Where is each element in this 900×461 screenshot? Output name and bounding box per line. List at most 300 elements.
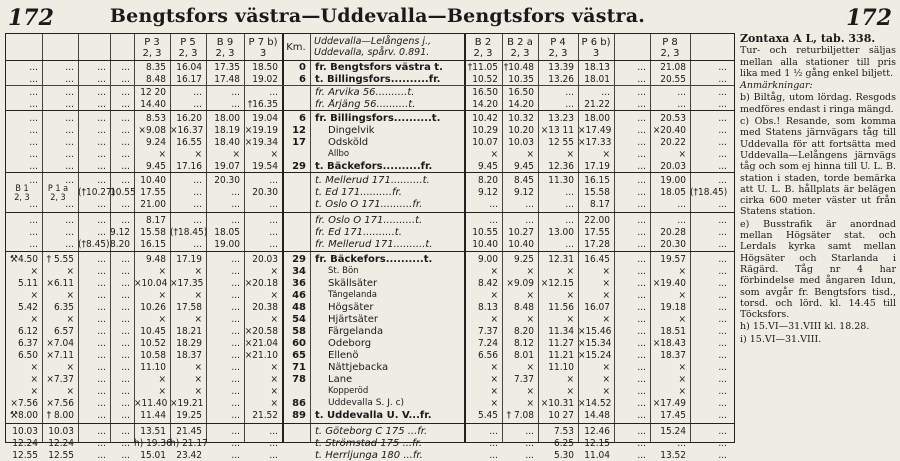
time-cell: ...	[121, 314, 130, 325]
time-cell: ...	[637, 187, 646, 198]
time-cell: ×	[270, 290, 278, 301]
time-cell: 17.55	[584, 227, 610, 238]
time-cell: ...	[637, 199, 646, 210]
time-cell: ...	[637, 338, 646, 349]
time-cell: ...	[121, 254, 130, 265]
time-cell: ...	[637, 362, 646, 373]
time-cell: ...	[121, 362, 130, 373]
time-cell: 10.32	[508, 113, 534, 124]
time-cell: ...	[718, 161, 727, 172]
time-cell: ...	[637, 161, 646, 172]
time-cell: ...	[565, 187, 574, 198]
time-cell: ...	[637, 438, 646, 449]
time-cell: ×14.52	[578, 398, 612, 409]
time-cell: ...	[718, 149, 727, 160]
time-cell: ×	[490, 398, 498, 409]
km-cell: 54	[292, 314, 306, 325]
time-cell: 20.30	[214, 175, 240, 186]
column-head-p4: P 4 2, 3	[548, 37, 568, 59]
page-number-left: 172	[8, 5, 54, 31]
time-cell: ...	[97, 254, 106, 265]
time-cell: 19.18	[660, 302, 686, 313]
section-rule	[6, 110, 734, 111]
time-cell: ...	[193, 99, 202, 110]
time-cell: 21.08	[660, 62, 686, 73]
time-cell: ...	[269, 438, 278, 449]
time-cell: ...	[97, 74, 106, 85]
time-cell: 6.35	[53, 302, 74, 313]
time-cell: ×	[66, 386, 74, 397]
time-cell: ...	[489, 450, 498, 461]
time-cell: ×17.49	[652, 398, 686, 409]
section-rule	[6, 172, 734, 173]
time-cell: ×	[490, 362, 498, 373]
time-cell: ...	[718, 137, 727, 148]
time-cell: ...	[269, 227, 278, 238]
time-cell: 12 20	[140, 87, 166, 98]
time-cell: ...	[565, 199, 574, 210]
time-cell: 10.40	[472, 239, 498, 250]
column-head-km: Km.	[286, 42, 306, 53]
time-cell: 20.38	[252, 302, 278, 313]
time-cell: 5.11	[17, 278, 38, 289]
time-cell: 8.53	[145, 113, 166, 124]
time-cell: 9.12	[110, 227, 131, 238]
time-cell: 16.15	[140, 239, 166, 250]
time-cell: 19.00	[660, 175, 686, 186]
time-cell: ...	[97, 438, 106, 449]
time-cell: ...	[97, 137, 106, 148]
time-cell: ...	[637, 374, 646, 385]
time-cell: 21.45	[176, 426, 202, 437]
time-cell: ...	[65, 227, 74, 238]
time-cell: 11.27	[548, 338, 574, 349]
time-cell: ×	[678, 266, 686, 277]
time-cell: ...	[637, 125, 646, 136]
time-cell: 17.19	[584, 161, 610, 172]
time-cell: ×21.04	[244, 338, 278, 349]
station-name: t. Billingsfors..........fr.	[315, 74, 441, 85]
station-name: t. Herrljunga 180 ...fr.	[315, 450, 423, 461]
time-cell: 21.52	[252, 410, 278, 421]
time-cell: ...	[231, 278, 240, 289]
station-name: Tångelanda	[328, 290, 377, 300]
time-cell: 6.37	[17, 338, 38, 349]
time-cell: 18.00	[214, 113, 240, 124]
time-cell: ...	[637, 326, 646, 337]
time-cell: ×	[602, 362, 610, 373]
time-cell: (†18.45)	[690, 187, 728, 198]
time-cell: ...	[97, 314, 106, 325]
time-cell: ...	[231, 266, 240, 277]
note-h: h) 15.VI—31.VIII kl. 18.28.	[740, 321, 870, 333]
time-cell: ...	[97, 290, 106, 301]
time-cell: ...	[97, 161, 106, 172]
time-cell: 9.24	[145, 137, 166, 148]
time-cell: ×	[158, 290, 166, 301]
station-name: fr. Årjäng 56..........t.	[315, 99, 416, 110]
time-cell: ...	[231, 290, 240, 301]
time-cell: P 1 a 2, 3	[47, 184, 69, 203]
time-cell: † 8.00	[46, 410, 74, 421]
time-cell: ...	[677, 199, 686, 210]
time-cell: †16.35	[247, 99, 278, 110]
time-cell: ×	[678, 386, 686, 397]
time-cell: ...	[121, 99, 130, 110]
time-cell: ...	[193, 215, 202, 226]
time-cell: ...	[637, 149, 646, 160]
time-cell: 15.58	[140, 227, 166, 238]
time-cell: ...	[269, 426, 278, 437]
station-name: Ödsköld	[328, 137, 369, 148]
time-cell: ×7.04	[46, 338, 74, 349]
time-cell: ...	[718, 302, 727, 313]
time-cell: ...	[718, 215, 727, 226]
time-cell: 18.19	[214, 125, 240, 136]
station-name: fr. Arvika 56..........t.	[315, 87, 415, 98]
time-cell: ...	[65, 175, 74, 186]
time-cell: 20.53	[660, 113, 686, 124]
time-cell: ×17.35	[170, 278, 204, 289]
time-cell: ×	[270, 149, 278, 160]
time-cell: ...	[97, 362, 106, 373]
time-cell: ...	[718, 125, 727, 136]
time-cell: 13.23	[548, 113, 574, 124]
time-cell: ...	[121, 386, 130, 397]
time-cell: 9.00	[477, 254, 498, 265]
time-cell: ...	[718, 362, 727, 373]
time-cell: ×	[526, 386, 534, 397]
time-cell: ×	[678, 374, 686, 385]
time-cell: ...	[718, 254, 727, 265]
time-cell: ×	[194, 374, 202, 385]
time-cell: 16.04	[176, 62, 202, 73]
section-rule	[6, 212, 734, 213]
time-cell: ×	[30, 374, 38, 385]
km-cell: 65	[292, 350, 306, 361]
time-cell: (†10.27)	[78, 187, 116, 198]
time-cell: 11.56	[548, 302, 574, 313]
section-rule	[6, 423, 734, 424]
time-cell: ×	[30, 362, 38, 373]
time-cell: ...	[121, 374, 130, 385]
time-cell: ...	[193, 175, 202, 186]
time-cell: ×	[678, 362, 686, 373]
km-cell: 71	[292, 362, 306, 373]
time-cell: †10.48	[503, 62, 534, 73]
time-cell: ...	[231, 302, 240, 313]
time-cell: 18.50	[252, 62, 278, 73]
time-cell: 19.04	[252, 113, 278, 124]
time-cell: 12.46	[584, 426, 610, 437]
time-cell: ...	[231, 426, 240, 437]
time-cell: ...	[718, 338, 727, 349]
km-cell: 48	[292, 302, 306, 313]
time-cell: 10.27	[508, 227, 534, 238]
time-cell: ...	[65, 199, 74, 210]
time-cell: 16.17	[176, 74, 202, 85]
station-name: Dingelvik	[328, 125, 375, 136]
time-cell: ...	[29, 62, 38, 73]
time-cell: ×19.21	[170, 398, 204, 409]
time-cell: ...	[65, 149, 74, 160]
time-cell: ...	[97, 350, 106, 361]
time-cell: ×	[526, 398, 534, 409]
km-cell: 17	[292, 137, 306, 148]
time-cell: ...	[65, 239, 74, 250]
time-cell: 11.04	[584, 450, 610, 461]
time-cell: ...	[97, 199, 106, 210]
time-cell: 7.37	[477, 326, 498, 337]
station-name: Nättjebacka	[328, 362, 389, 373]
time-cell: ...	[121, 410, 130, 421]
time-cell: 16.15	[584, 175, 610, 186]
time-cell: ...	[677, 99, 686, 110]
time-cell: 5.30	[553, 450, 574, 461]
time-cell: ×	[270, 314, 278, 325]
station-name: St. Bön	[328, 266, 359, 276]
time-cell: ...	[65, 87, 74, 98]
time-cell: 12.55	[12, 450, 38, 461]
km-cell: 89	[292, 410, 306, 421]
time-cell: 8.48	[145, 74, 166, 85]
time-cell: ...	[231, 350, 240, 361]
time-cell: ...	[637, 62, 646, 73]
time-cell: ...	[29, 161, 38, 172]
time-cell: ...	[637, 87, 646, 98]
time-cell: ...	[29, 87, 38, 98]
time-cell: 18.01	[584, 74, 610, 85]
time-cell: ...	[97, 227, 106, 238]
time-cell: ×	[566, 314, 574, 325]
time-cell: ...	[637, 386, 646, 397]
time-cell: ...	[65, 137, 74, 148]
time-cell: ...	[29, 74, 38, 85]
time-cell: ...	[637, 99, 646, 110]
time-cell: ...	[489, 199, 498, 210]
time-cell: ...	[97, 450, 106, 461]
time-cell: 17.35	[214, 62, 240, 73]
station-name: Högsäter	[328, 302, 374, 313]
time-cell: ×	[158, 266, 166, 277]
km-cell: 0	[299, 62, 306, 73]
time-cell: ...	[121, 125, 130, 136]
time-cell: ×9.08	[138, 125, 166, 136]
time-cell: ...	[489, 426, 498, 437]
time-cell: 5.42	[17, 302, 38, 313]
time-cell: ...	[65, 99, 74, 110]
time-cell: ...	[121, 278, 130, 289]
time-cell: ×	[194, 314, 202, 325]
km-cell: 6	[299, 74, 306, 85]
time-cell: ×	[194, 290, 202, 301]
time-cell: ...	[637, 239, 646, 250]
time-cell: ...	[231, 338, 240, 349]
time-cell: 11.44	[140, 410, 166, 421]
time-cell: ...	[637, 137, 646, 148]
time-cell: ...	[637, 227, 646, 238]
time-cell: ...	[637, 215, 646, 226]
station-name: fr. Mellerud 171..........t.	[315, 239, 433, 250]
time-cell: 17.58	[176, 302, 202, 313]
time-cell: ...	[718, 398, 727, 409]
time-cell: ×	[66, 362, 74, 373]
time-cell: ...	[718, 239, 727, 250]
time-cell: 15.58	[584, 187, 610, 198]
time-cell: ...	[718, 314, 727, 325]
time-cell: ×15.24	[578, 350, 612, 361]
station-name: Skällsäter	[328, 278, 378, 289]
km-cell: 46	[292, 290, 306, 301]
time-cell: 20.28	[660, 227, 686, 238]
time-cell: 6.56	[477, 350, 498, 361]
time-cell: ...	[718, 87, 727, 98]
time-cell: 9.12	[477, 187, 498, 198]
time-cell: ×	[602, 266, 610, 277]
time-cell: ...	[121, 350, 130, 361]
time-cell: ...	[718, 410, 727, 421]
time-cell: 8.20	[110, 239, 131, 250]
time-cell: 9.45	[477, 161, 498, 172]
time-cell: ...	[525, 199, 534, 210]
time-cell: ...	[121, 161, 130, 172]
time-cell: 17.19	[176, 254, 202, 265]
time-cell: 17.45	[660, 410, 686, 421]
time-cell: 8.45	[513, 175, 534, 186]
km-cell: 29	[292, 254, 306, 265]
time-cell: ...	[565, 239, 574, 250]
time-cell: ...	[121, 87, 130, 98]
time-cell: 6.25	[553, 438, 574, 449]
timetable-grid	[5, 33, 735, 461]
column-head-b2a: B 2 a 2, 3	[507, 37, 533, 59]
time-cell: ...	[637, 266, 646, 277]
time-cell: ×	[678, 290, 686, 301]
time-cell: 5.45	[477, 410, 498, 421]
time-cell: 10.29	[472, 125, 498, 136]
time-cell: ×11.40	[134, 398, 168, 409]
time-cell: ...	[718, 74, 727, 85]
time-cell: 19.25	[176, 410, 202, 421]
time-cell: 9.45	[145, 161, 166, 172]
time-cell: ...	[97, 215, 106, 226]
time-cell: 8.48	[513, 302, 534, 313]
time-cell: ...	[193, 187, 202, 198]
time-cell: 10.07	[472, 137, 498, 148]
time-cell: ×21.10	[244, 350, 278, 361]
page-number-right: 172	[846, 5, 892, 31]
time-cell: 18.37	[176, 350, 202, 361]
time-cell: ...	[121, 426, 130, 437]
time-cell: ...	[29, 137, 38, 148]
time-cell: ...	[718, 175, 727, 186]
time-cell: ×	[602, 374, 610, 385]
time-cell: ...	[97, 87, 106, 98]
time-cell: † 5.55	[46, 254, 74, 265]
time-cell: 20.30	[660, 239, 686, 250]
time-cell: ...	[718, 350, 727, 361]
time-cell: ...	[718, 227, 727, 238]
time-cell: ...	[121, 137, 130, 148]
time-cell: ...	[121, 302, 130, 313]
time-cell: ×	[30, 290, 38, 301]
time-cell: 18.00	[584, 113, 610, 124]
time-cell: ...	[269, 199, 278, 210]
time-cell: 13.26	[548, 74, 574, 85]
time-cell: ...	[718, 386, 727, 397]
time-cell: ...	[121, 438, 130, 449]
time-cell: ...	[677, 87, 686, 98]
time-cell: ...	[718, 266, 727, 277]
time-cell: ...	[269, 175, 278, 186]
time-cell: 16.50	[472, 87, 498, 98]
time-cell: ×	[602, 290, 610, 301]
time-cell: ×9.09	[506, 278, 534, 289]
time-cell: ×	[602, 386, 610, 397]
time-cell: ×	[30, 314, 38, 325]
time-cell: ...	[718, 113, 727, 124]
time-cell: (†8.45)	[78, 239, 110, 250]
route-head: Uddevalla—Lelångens j., Uddevalla, spårv. 0.891.	[314, 36, 432, 58]
time-cell: ×	[490, 386, 498, 397]
time-cell: †11.05	[467, 62, 498, 73]
time-cell: ...	[97, 266, 106, 277]
km-cell: 78	[292, 374, 306, 385]
time-cell: ×	[566, 290, 574, 301]
time-cell: ...	[121, 450, 130, 461]
time-cell: 16.45	[584, 254, 610, 265]
time-cell: 15.24	[660, 426, 686, 437]
time-cell: ...	[231, 187, 240, 198]
time-cell: 10 27	[548, 410, 574, 421]
column-rule	[310, 34, 311, 442]
time-cell: 8.17	[589, 199, 610, 210]
time-cell: ...	[97, 374, 106, 385]
time-cell: ×	[490, 149, 498, 160]
time-cell: ...	[193, 87, 202, 98]
note-i: i) 15.VI—31.VIII.	[740, 333, 822, 345]
time-cell: ...	[193, 199, 202, 210]
time-cell: ...	[121, 62, 130, 73]
time-cell: 10.58	[140, 350, 166, 361]
zone-tariff: Zontaxa A L, tab. 338.	[740, 32, 876, 45]
time-cell: 18.37	[660, 350, 686, 361]
time-cell: 14.40	[140, 99, 166, 110]
time-cell: ×	[602, 314, 610, 325]
time-cell: ...	[637, 113, 646, 124]
time-cell: 12.15	[584, 438, 610, 449]
time-cell: ×12.15	[540, 278, 574, 289]
km-cell: 12	[292, 125, 306, 136]
column-head-b9: B 9 2, 3	[215, 37, 235, 59]
time-cell: 9.25	[513, 254, 534, 265]
station-name: Allbo	[328, 149, 350, 159]
remarks-heading: Anmärkningar:	[740, 80, 813, 92]
station-name: fr. Ed 171..........t.	[315, 227, 402, 238]
time-cell: ...	[637, 74, 646, 85]
time-cell: 19.07	[214, 161, 240, 172]
time-cell: ...	[29, 215, 38, 226]
time-cell: ...	[121, 199, 130, 210]
time-cell: 17.55	[140, 187, 166, 198]
time-cell: ×	[158, 314, 166, 325]
time-cell: ×18.43	[652, 338, 686, 349]
time-cell: ...	[637, 410, 646, 421]
time-cell: 14.20	[508, 99, 534, 110]
time-cell: ...	[718, 199, 727, 210]
time-cell: ...	[489, 438, 498, 449]
time-cell: 18.40	[214, 137, 240, 148]
